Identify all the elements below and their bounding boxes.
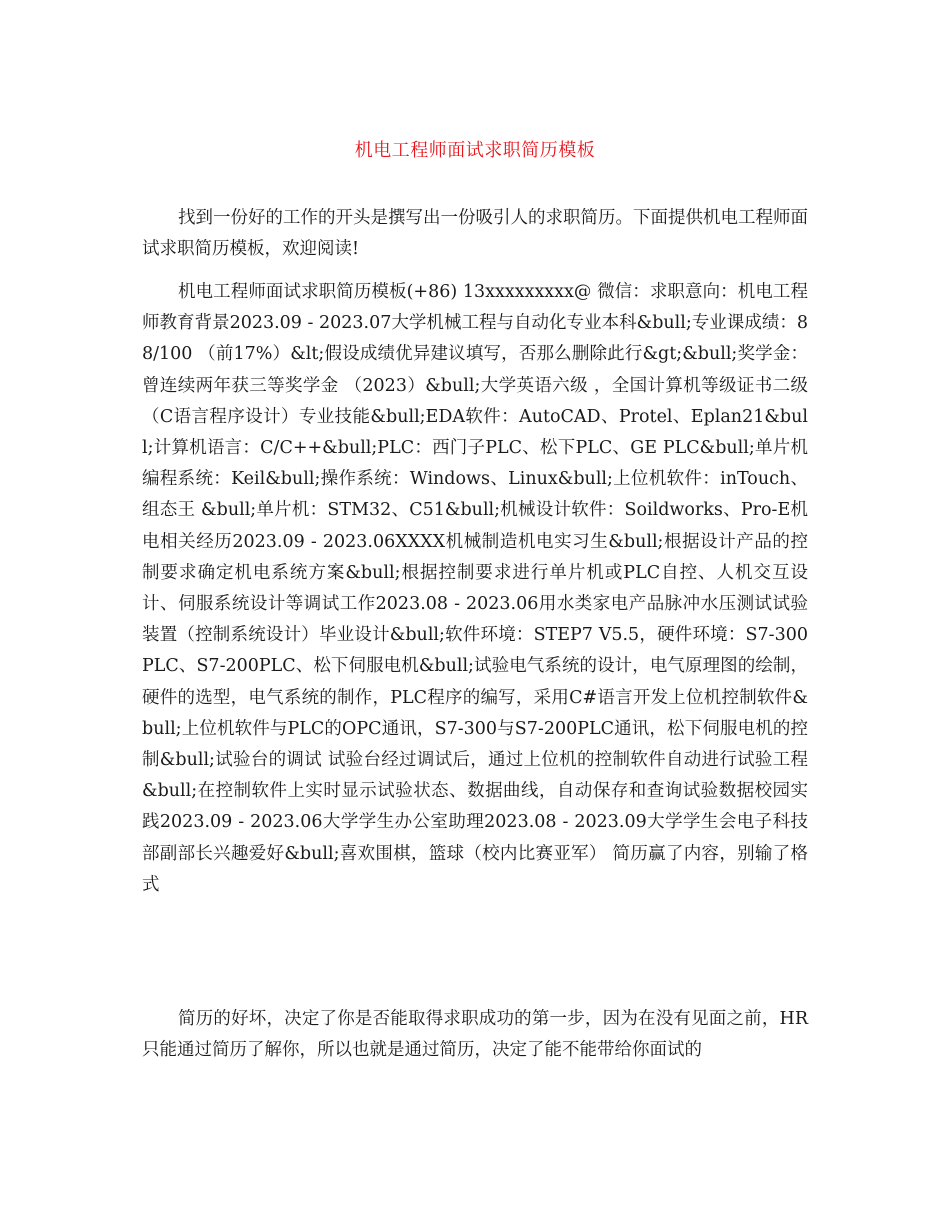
- resume-content-block: [142, 277, 808, 901]
- paragraph: 简历的好坏，决定了你是否能取得求职成功的第一步，因为在没有见面之前，HR只能通过简历了解你，所以也就是通过简历，决定了能不能带给你面试的: [142, 1009, 808, 1061]
- paragraph: 机电工程师面试求职简历模板(+86) 13xxxxxxxxx@ 微信：求职意向：机电工程师教育背景2023.09 - 2023.07大学机械工程与自动化专业本科&bull;专业课成绩：88/100 （前17%）&lt;假设成绩优异建议填写，否那么删除此行&gt;&bull;奖学金：曾连续两年获三等奖学金 （2023）&bull;大学英语六级 ，全国计算机等级证书二级（C语言程序设计）专业技能&bull;EDA软件：AutoCAD、Protel、Eplan21&bull;计算机语言：C/C++&bull;PLC：西门子PLC、松下PLC、GE PLC&bull;单片机编程系统：Keil&bull;操作系统：Windows、Linux&bull;上位机软件：inTouch、组态王 &bull;单片机：STM32、C51&bull;机械设计软件：Soildworks、Pro-E机电相关经历2023.09 - 2023.06XXXX机械制造机电实习生&bull;根据设计产品的控制要求确定机电系统方案&bull;根据控制要求进行单片机或PLC自控、人机交互设计、伺服系统设计等调试工作2023.08 - 2023.06用水类家电产品脉冲水压测试试验装置（控制系统设计）毕业设计&bull;软件环境：STEP7 V5.5，硬件环境：S7-300PLC、S7-200PLC、松下伺服电机&bull;试验电气系统的设计，电气原理图的绘制，硬件的选型，电气系统的制作，PLC程序的编写，采用C#语言开发上位机控制软件&bull;上位机软件与PLC的OPC通讯，S7-300与S7-200PLC通讯，松下伺服电机的控制&bull;试验台的调试 试验台经过调试后，通过上位机的控制软件自动进行试验工程&bull;在控制软件上实时显示试验状态、数据曲线，自动保存和查询试验数据校园实践2023.09 - 2023.06大学学生办公室助理2023.08 - 2023.09大学学生会电子科技部副部长兴趣爱好&bull;喜欢围棋，篮球（校内比赛亚军） 简历赢了内容，别输了格式: [142, 282, 808, 895]
- closing-paragraph-block: [142, 1004, 808, 1066]
- intro-paragraph-block: [142, 203, 808, 265]
- document-title: 机电工程师面试求职简历模板: [354, 140, 596, 161]
- paragraph: 找到一份好的工作的开头是撰写出一份吸引人的求职简历。下面提供机电工程师面试求职简历模板，欢迎阅读!: [142, 208, 808, 260]
